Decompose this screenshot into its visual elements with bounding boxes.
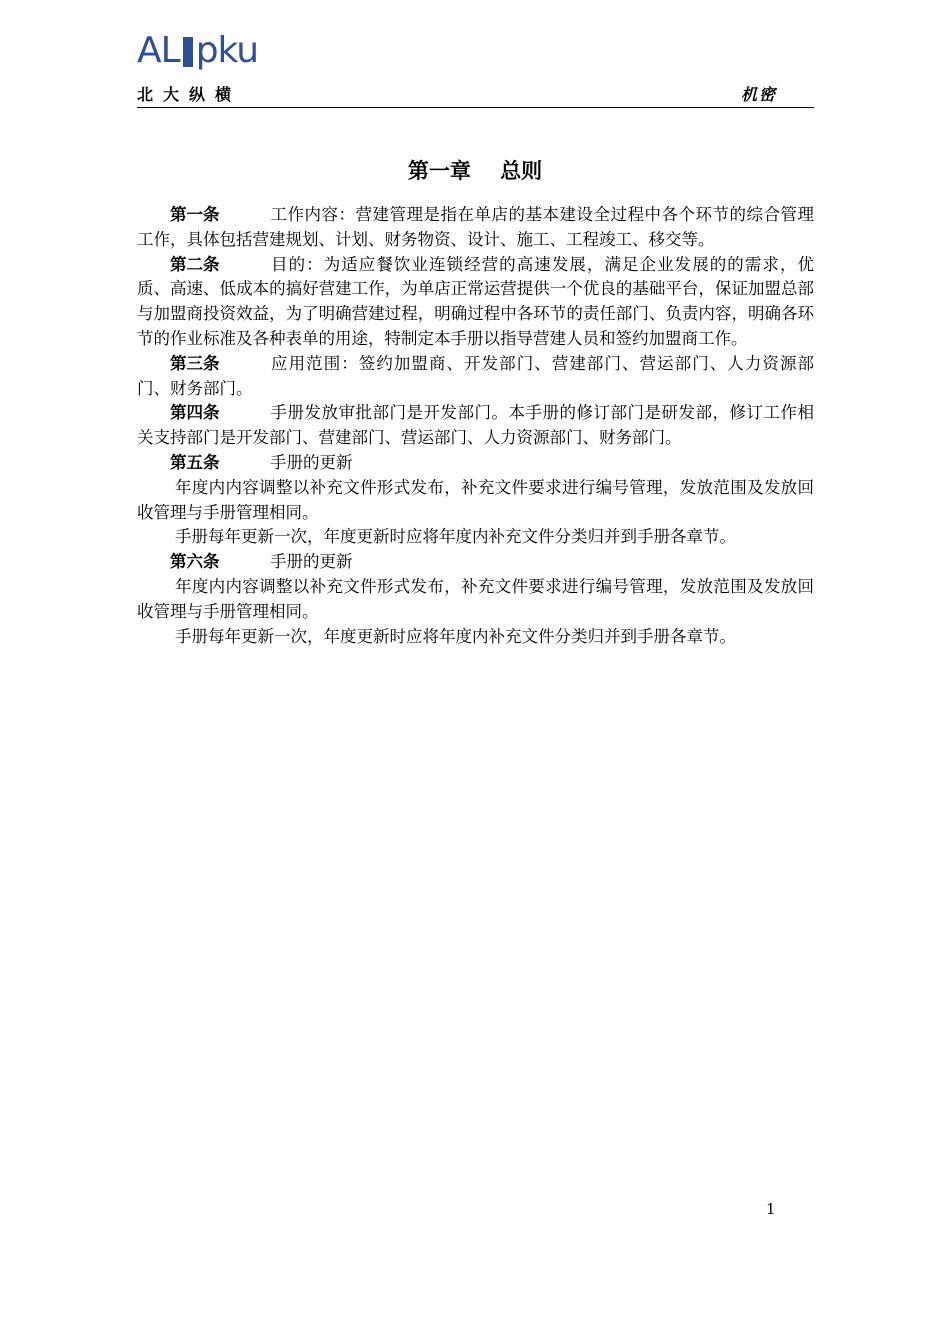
article-label: 第一条 (170, 205, 220, 224)
header-classification: 机密 (741, 85, 778, 104)
company-logo (137, 30, 259, 71)
article-5 (137, 451, 814, 476)
article-text: 应用范围：签约加盟商、开发部门、营建部门、营运部门、人力资源部门、财务部门。 (137, 353, 814, 398)
logo-text-left: AL (137, 30, 180, 71)
page-number: 1 (766, 1200, 776, 1218)
logo-mark (183, 37, 193, 67)
article-label: 第六条 (170, 552, 220, 572)
chapter-title: 第一章 总则 (407, 159, 543, 183)
article-label: 第五条 (170, 452, 220, 472)
article-5-paragraph: 手册每年更新一次，年度更新时应将年度内补充文件分类归并到手册各章节。 (175, 527, 736, 547)
article-3 (137, 352, 814, 402)
article-6-paragraph: 年度内内容调整以补充文件形式发布，补充文件要求进行编号管理，发放范围及发放回收管理与手册管理相同。 (137, 576, 814, 621)
article-4 (137, 401, 814, 451)
document-body (137, 203, 814, 649)
article-text: 手册的更新 (270, 452, 353, 472)
article-label: 第三条 (170, 353, 220, 373)
article-text: 工作内容：营建管理是指在单店的基本建设全过程中各个环节的综合管理工作，具体包括营建规划、计划、财务物资、设计、施工、工程竣工、移交等。 (137, 205, 814, 249)
article-2 (137, 253, 814, 352)
header-org-name: 北大纵横 (137, 85, 242, 104)
article-text: 手册发放审批部门是开发部门。本手册的修订部门是研发部，修订工作相关支持部门是开发部门、营建部门、营运部门、人力资源部门、财务部门。 (137, 403, 814, 448)
article-6 (137, 550, 814, 575)
article-1 (137, 203, 814, 253)
article-5-paragraph: 年度内内容调整以补充文件形式发布，补充文件要求进行编号管理，发放范围及发放回收管理与手册管理相同。 (137, 477, 814, 522)
logo-text-right: pku (195, 30, 259, 71)
article-6-paragraph: 手册每年更新一次，年度更新时应将年度内补充文件分类归并到手册各章节。 (175, 626, 736, 646)
article-text: 手册的更新 (270, 552, 353, 572)
header-rule (137, 107, 814, 108)
article-text: 目的：为适应餐饮业连锁经营的高速发展，满足企业发展的的需求，优质、高速、低成本的搞好营建工作，为单店正常运营提供一个优良的基础平台，保证加盟总部与加盟商投资效益，为了明确营建过程，明确过程中各环节的责任部门、负责内容，明确各环节的作业标准及各种表单的用途，特制定本手册以指导营建人员和签约加盟商工作。 (137, 254, 814, 348)
article-label: 第二条 (170, 254, 220, 274)
article-label: 第四条 (170, 403, 220, 423)
